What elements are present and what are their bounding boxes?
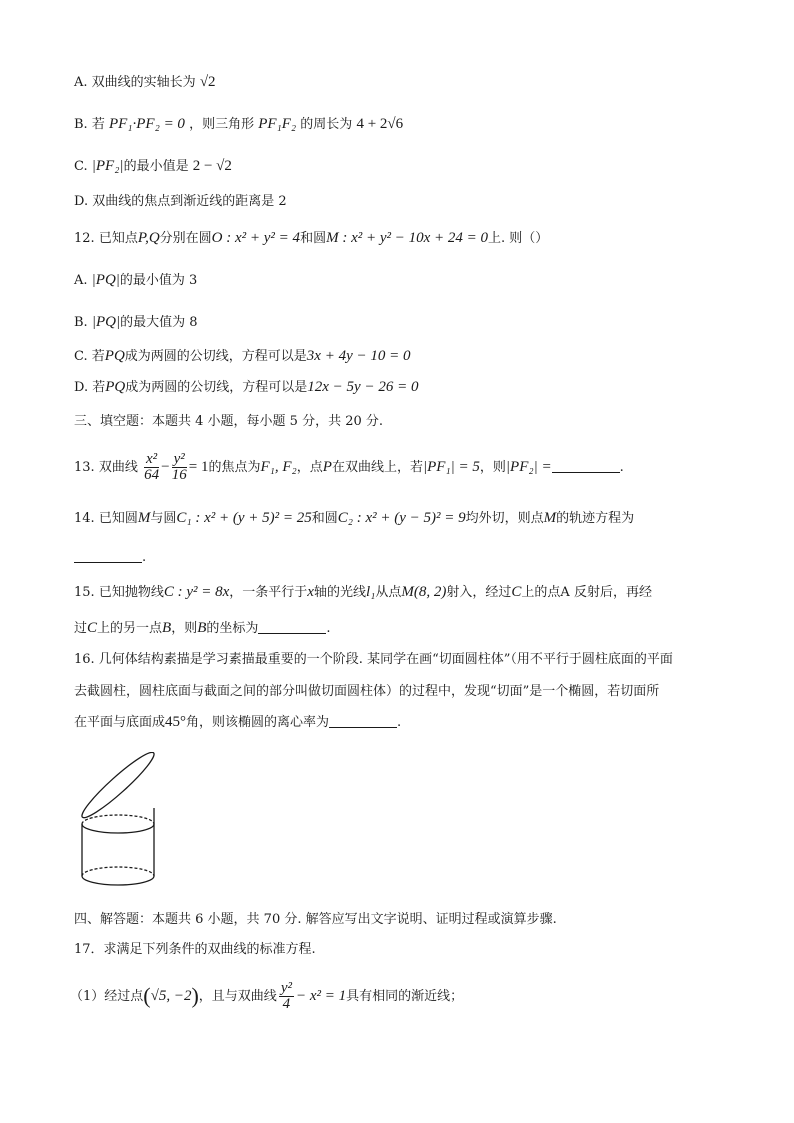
q16-line-2: 去截圆柱，圆柱底面与截面之间的部分叫做切面圆柱体）的过程中，发现“切面”是一个椭圆，若切面所	[74, 684, 660, 699]
q15-line-1: 15. 已知抛物线C : y² = 8x，一条平行于x轴的光线l₁从点M(8, 2)射入，经过C上的点A 反射后，再经	[74, 584, 652, 600]
bottom-ellipse-front	[82, 876, 154, 885]
q14: 14. 已知圆M与圆C₁ : x² + (y + 5)² = 25和圆C₂ : x² + (y − 5)² = 9均外切，则点M的轨迹方程为	[74, 510, 635, 526]
q13-answer-blank[interactable]	[552, 458, 620, 473]
q17-part-1: （1）经过点(√5, −2)，且与双曲线 $\frac{\text{y²}}{4}$ − x² = 1具有相同的渐近线；	[70, 980, 464, 1012]
q12-option-d: D. 若PQ成为两圆的公切线，方程可以是12x − 5y − 26 = 0	[74, 379, 419, 395]
q12-option-a: A. |PQ|的最小值为 3	[74, 272, 198, 288]
bottom-ellipse-back	[82, 867, 154, 876]
q16-line-3: 在平面与底面成45°角，则该椭圆的离心率为 .	[74, 714, 402, 730]
q15-line-2: 过C上的另一点B，则B的坐标为 .	[74, 620, 331, 636]
q12-option-c: C. 若PQ成为两圆的公切线，方程可以是3x + 4y − 10 = 0	[74, 348, 411, 364]
section-3-heading: 三、填空题：本题共 4 小题，每小题 5 分，共 20 分.	[74, 414, 384, 429]
q14-answer-blank[interactable]	[74, 548, 142, 563]
q11-option-b: B. 若 PF₁·PF₂ = 0 ，则三角形 PF₁F₂ 的周长为 4 + 2√6	[74, 116, 404, 132]
q13-fraction-y: $\frac{\text{y²}}{16}$	[171, 451, 187, 483]
q11-option-a: A. 双曲线的实轴长为 √2	[74, 74, 216, 90]
cut-cylinder-figure	[78, 752, 168, 894]
section-4-heading: 四、解答题：本题共 6 小题，共 70 分. 解答应写出文字说明、证明过程或演算步骤.	[74, 912, 557, 927]
q16-line-1: 16. 几何体结构素描是学习素描最重要的一个阶段. 某同学在画“切面圆柱体”（用不平行于圆柱底面的平面	[74, 652, 673, 667]
q11-option-c: C. |PF₂|的最小值是 2 − √2	[74, 158, 232, 174]
q12-stem: 12. 已知点P,Q分别在圆O : x² + y² = 4和圆M : x² + y² − 10x + 24 = 0上. 则（）	[74, 230, 549, 246]
base-section-ellipse-front	[82, 824, 154, 833]
q13-fraction-x: $\frac{\text{x²}}{64}$	[144, 451, 160, 483]
q14-answer-line: .	[74, 548, 146, 568]
q16-answer-blank[interactable]	[329, 713, 397, 728]
q15-answer-blank[interactable]	[258, 619, 326, 634]
q17-fraction: $\frac{\text{y²}}{4}$	[280, 980, 292, 1012]
q11-option-d: D. 双曲线的焦点到渐近线的距离是 2	[74, 194, 287, 209]
base-section-ellipse-back	[82, 815, 154, 824]
cut-section-ellipse	[78, 752, 159, 823]
q12-option-b: B. |PQ|的最大值为 8	[74, 314, 198, 330]
q13: 13. 双曲线 $\frac{\text{x²}}{64}$ − $\frac{\text{y²}}{16}$ = 1的焦点为F₁, F₂，点P在双曲线上，若|PF₁| = 5，则|PF₂| = .	[74, 451, 624, 483]
q17-stem: 17．求满足下列条件的双曲线的标准方程.	[74, 942, 316, 957]
